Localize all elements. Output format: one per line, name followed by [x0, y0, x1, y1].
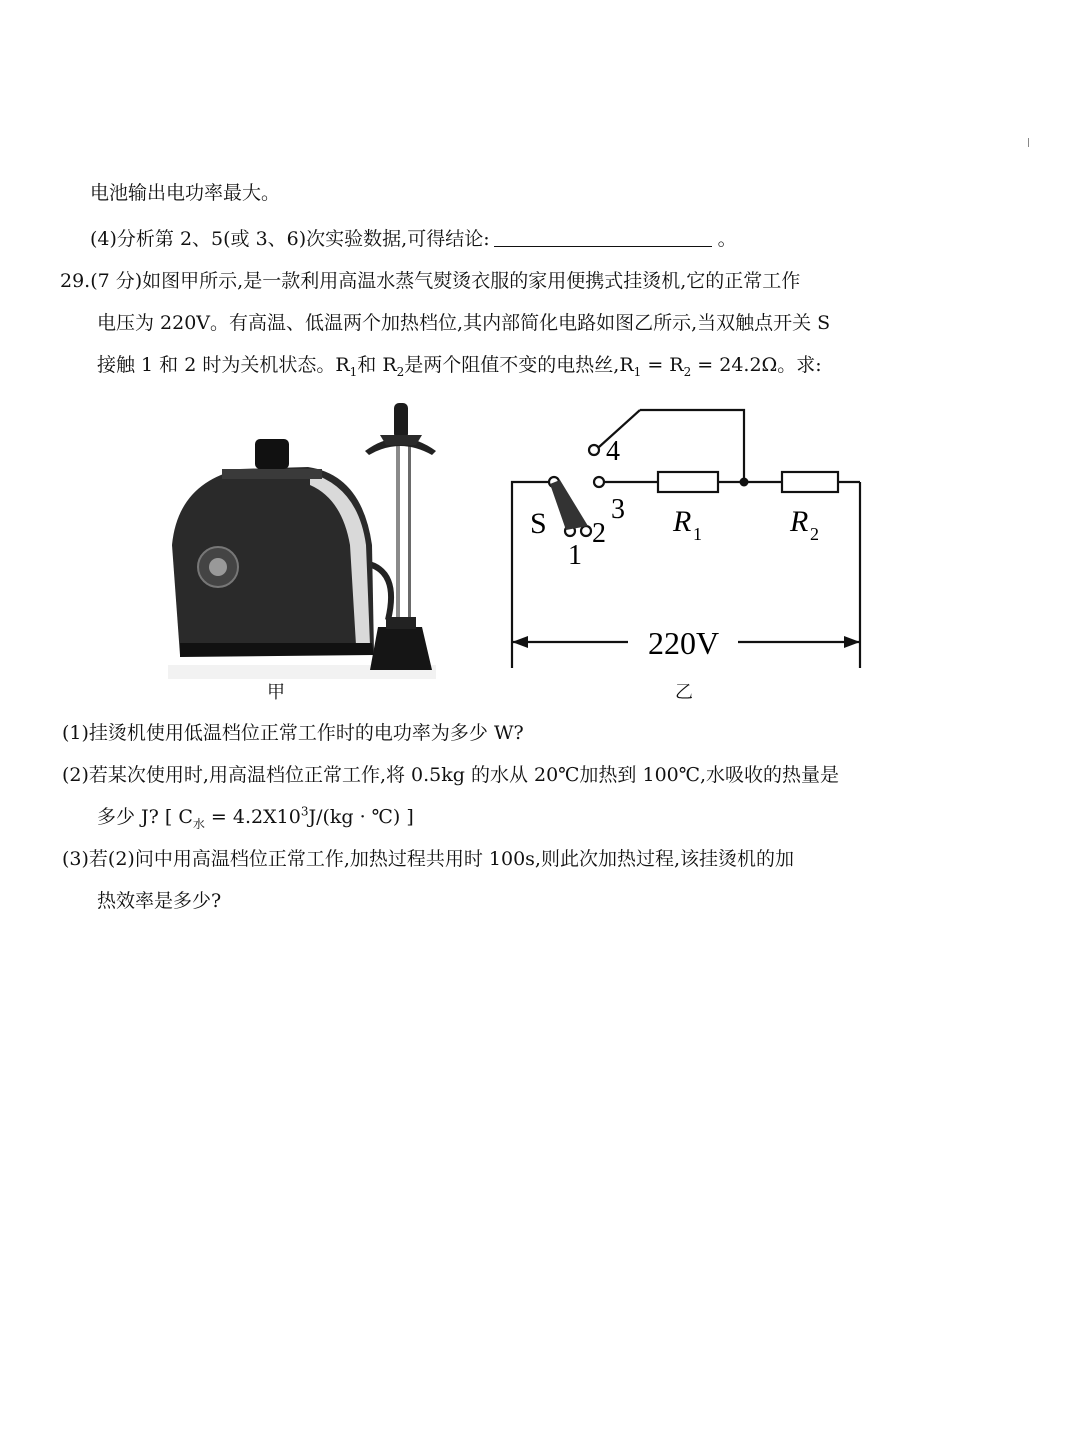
label-contact-2: 2: [592, 518, 606, 549]
label-r1-sub: 1: [693, 524, 702, 544]
label-switch-s: S: [530, 507, 547, 540]
answer-blank[interactable]: [494, 228, 712, 247]
q2-l2-sub: 水: [192, 816, 205, 831]
label-voltage: 220V: [648, 625, 720, 661]
contact-2: [581, 526, 591, 536]
label-contact-4: 4: [606, 436, 620, 467]
label-r2-letter: R: [790, 505, 809, 538]
contact-4: [589, 445, 599, 455]
sub-question-2-line-1: (2)若某次使用时,用高温档位正常工作,将 0.5kg 的水从 20℃加热到 100℃,水吸收的热量是: [62, 764, 840, 786]
sub-question-3-line-1: (3)若(2)问中用高温档位正常工作,加热过程共用时 100s,则此次加热过程,该挂烫机的加: [62, 848, 795, 870]
switch-blade: [550, 480, 588, 530]
q29-l3-part4: = R: [641, 354, 684, 376]
question-29-line-3: [97, 350, 822, 380]
label-contact-1: 1: [568, 540, 582, 571]
continuation-text: 电池输出电功率最大。: [90, 182, 281, 204]
question-number: 29.: [60, 270, 91, 292]
q2-l2-part1: 多少 J? [ C: [97, 806, 193, 828]
sub-question-1: (1)挂烫机使用低温档位正常工作时的电功率为多少 W?: [62, 722, 524, 744]
circuit-diagram: [500, 400, 880, 685]
figure-a-caption: 甲: [267, 682, 285, 703]
q2-l2-sup: 3: [300, 804, 309, 819]
garment-steamer-image: [160, 395, 450, 685]
figure-b-caption: 乙: [675, 682, 693, 703]
question-29-line-1: [60, 266, 800, 296]
q2-l2-part2: = 4.2X10: [204, 806, 301, 828]
q29-l3-part2: 和 R: [357, 354, 397, 376]
q29-l3-part3: 是两个阻值不变的电热丝,R: [404, 354, 634, 376]
q28-4-prefix: (4)分析第 2、5(或 3、6)次实验数据,可得结论:: [90, 228, 490, 250]
resistor-r1: [658, 472, 718, 492]
contact-3: [594, 477, 604, 487]
question-29-line-2: 电压为 220V。有高温、低温两个加热档位,其内部简化电路如图乙所示,当双触点开关 S: [97, 312, 831, 334]
q29-l3-sub1: 1: [349, 364, 358, 379]
sub-question-2-line-2: [97, 802, 414, 832]
margin-mark: [1028, 138, 1029, 147]
q29-l3-part1: 接触 1 和 2 时为关机状态。R: [97, 354, 350, 376]
q29-line1-text: (7 分)如图甲所示,是一款利用高温水蒸气熨烫衣服的家用便携式挂烫机,它的正常工作: [90, 270, 801, 292]
junction-dot: [740, 478, 749, 487]
arrow-left-icon: [512, 636, 528, 648]
sub-question-3-line-2: 热效率是多少?: [97, 890, 222, 912]
label-r2-sub: 2: [810, 524, 819, 544]
q29-l3-sub2: 2: [396, 364, 405, 379]
label-contact-3: 3: [611, 494, 625, 525]
q28-4-suffix: 。: [717, 228, 737, 250]
q29-l3-sub4: 2: [683, 364, 692, 379]
q2-l2-part3: J/(kg · ℃) ]: [308, 806, 414, 828]
q29-l3-part5: = 24.2Ω。求:: [691, 354, 822, 376]
arrow-right-icon: [844, 636, 860, 648]
q29-l3-sub3: 1: [633, 364, 642, 379]
question-28-part-4: [90, 224, 737, 254]
resistor-r2: [782, 472, 838, 492]
label-r1-letter: R: [673, 505, 692, 538]
